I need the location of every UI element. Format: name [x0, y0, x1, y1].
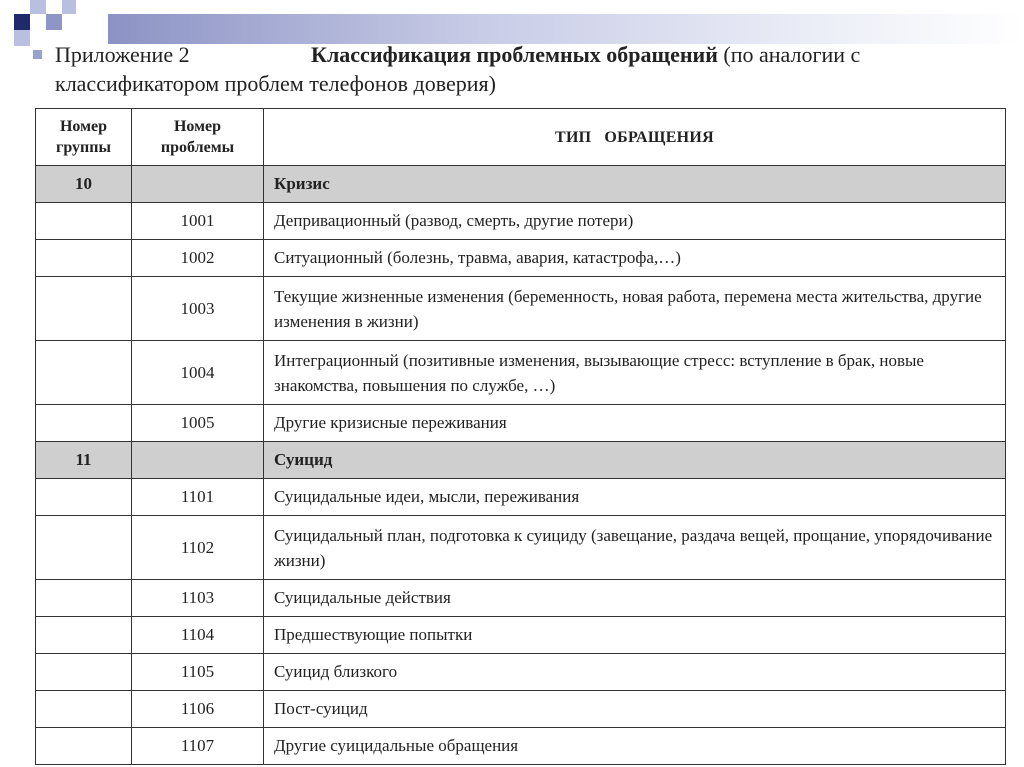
problem-description: Другие суицидальные обращения: [264, 728, 1006, 765]
row-group-cell: [36, 405, 132, 442]
page-title: Классификация проблемных обращений: [311, 42, 718, 67]
problem-description: Предшествующие попытки: [264, 617, 1006, 654]
group-name: Кризис: [264, 166, 1006, 203]
row-group-cell: [36, 479, 132, 516]
problem-description: Текущие жизненные изменения (беременность, новая работа, перемена места жительства, другие изменения в жизни): [264, 277, 1006, 341]
group-row: [36, 442, 1006, 479]
group-row: [36, 166, 1006, 203]
subtitle-part2: классификатором проблем телефонов доверия): [55, 71, 496, 96]
group-empty-cell: [132, 166, 264, 203]
row-group-cell: [36, 203, 132, 240]
problem-code: 1103: [132, 580, 264, 617]
corner-square-mid: [46, 14, 62, 30]
page-heading: [55, 40, 980, 98]
bullet-icon: [33, 50, 42, 59]
group-name: Суицид: [264, 442, 1006, 479]
subtitle-part1: (по аналогии с: [723, 42, 861, 67]
group-number: 10: [36, 166, 132, 203]
table-row: [36, 341, 1006, 405]
problem-description: Другие кризисные переживания: [264, 405, 1006, 442]
problem-description: Суицидальные действия: [264, 580, 1006, 617]
row-group-cell: [36, 580, 132, 617]
table-row: [36, 277, 1006, 341]
problem-code: 1001: [132, 203, 264, 240]
table-row: [36, 479, 1006, 516]
problem-code: 1104: [132, 617, 264, 654]
row-group-cell: [36, 277, 132, 341]
corner-square-light-2: [62, 0, 76, 14]
table-row: [36, 728, 1006, 765]
row-group-cell: [36, 516, 132, 580]
table-row: [36, 203, 1006, 240]
table-row: [36, 240, 1006, 277]
row-group-cell: [36, 691, 132, 728]
corner-square-light: [30, 0, 46, 14]
appendix-label: Приложение 2: [55, 42, 190, 67]
problem-code: 1002: [132, 240, 264, 277]
problem-code: 1005: [132, 405, 264, 442]
problem-code: 1003: [132, 277, 264, 341]
table-header-row: [36, 109, 1006, 166]
row-group-cell: [36, 728, 132, 765]
header-group-number: Номер группы: [36, 109, 132, 166]
classification-table: [35, 108, 1006, 765]
table-body: [36, 166, 1006, 765]
problem-description: Пост-суицид: [264, 691, 1006, 728]
problem-description: Суицидальный план, подготовка к суициду (завещание, раздача вещей, прощание, упорядочивание жизни): [264, 516, 1006, 580]
row-group-cell: [36, 617, 132, 654]
problem-code: 1106: [132, 691, 264, 728]
problem-description: Ситуационный (болезнь, травма, авария, катастрофа,…): [264, 240, 1006, 277]
corner-square-light-3: [14, 30, 30, 46]
table-row: [36, 617, 1006, 654]
table-row: [36, 580, 1006, 617]
row-group-cell: [36, 654, 132, 691]
problem-code: 1107: [132, 728, 264, 765]
table-row: [36, 516, 1006, 580]
group-empty-cell: [132, 442, 264, 479]
corner-square-dark: [14, 14, 30, 30]
table-row: [36, 405, 1006, 442]
problem-description: Депривационный (развод, смерть, другие потери): [264, 203, 1006, 240]
problem-description: Интеграционный (позитивные изменения, вызывающие стресс: вступление в брак, новые знакомства, повышения по службе, …): [264, 341, 1006, 405]
problem-code: 1101: [132, 479, 264, 516]
header-type: ТИП ОБРАЩЕНИЯ: [264, 109, 1006, 166]
table-row: [36, 691, 1006, 728]
problem-code: 1102: [132, 516, 264, 580]
problem-code: 1004: [132, 341, 264, 405]
table-row: [36, 654, 1006, 691]
problem-description: Суицидальные идеи, мысли, переживания: [264, 479, 1006, 516]
group-number: 11: [36, 442, 132, 479]
header-problem-number: Номер проблемы: [132, 109, 264, 166]
problem-description: Суицид близкого: [264, 654, 1006, 691]
problem-code: 1105: [132, 654, 264, 691]
row-group-cell: [36, 240, 132, 277]
row-group-cell: [36, 341, 132, 405]
